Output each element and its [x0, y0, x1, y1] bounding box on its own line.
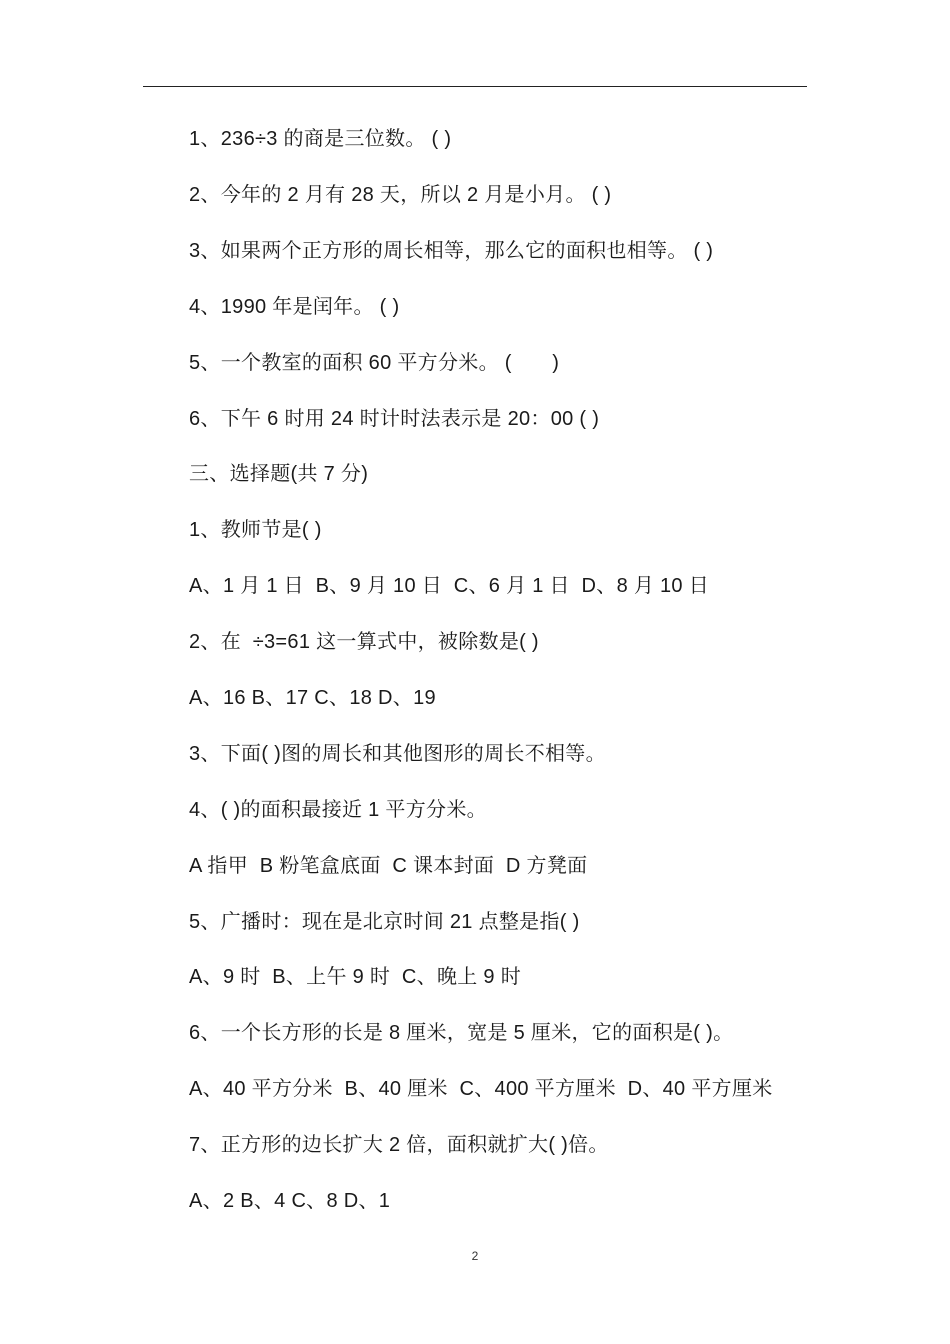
- question-line: 4、( )的面积最接近 1 平方分米。: [189, 799, 487, 821]
- question-line: 5、一个教室的面积 60 平方分米。 ( ): [189, 352, 560, 374]
- answer-options: A 指甲 B 粉笔盒底面 C 课本封面 D 方凳面: [189, 855, 588, 877]
- question-line: 6、下午 6 时用 24 时计时法表示是 20：00 ( ): [189, 408, 600, 430]
- question-line: 3、如果两个正方形的周长相等，那么它的面积也相等。 ( ): [189, 240, 714, 262]
- question-line: 6、一个长方形的长是 8 厘米，宽是 5 厘米，它的面积是( )。: [189, 1022, 734, 1044]
- question-line: 1、教师节是( ): [189, 519, 322, 541]
- header-rule: [143, 86, 807, 87]
- question-line: 2、今年的 2 月有 28 天，所以 2 月是小月。 ( ): [189, 184, 612, 206]
- answer-options: A、2 B、4 C、8 D、1: [189, 1190, 391, 1212]
- section-heading: 三、选择题(共 7 分): [189, 463, 369, 485]
- question-line: 1、236÷3 的商是三位数。 ( ): [189, 128, 452, 150]
- question-line: 5、广播时：现在是北京时间 21 点整是指( ): [189, 911, 580, 933]
- question-line: 2、在 ÷3=61 这一算式中，被除数是( ): [189, 631, 539, 653]
- answer-options: A、1 月 1 日 B、9 月 10 日 C、6 月 1 日 D、8 月 10 日: [189, 575, 710, 597]
- question-line: 3、下面( )图的周长和其他图形的周长不相等。: [189, 743, 606, 765]
- answer-options: A、16 B、17 C、18 D、19: [189, 687, 436, 709]
- question-line: 4、1990 年是闰年。 ( ): [189, 296, 400, 318]
- answer-options: A、40 平方分米 B、40 厘米 C、400 平方厘米 D、40 平方厘米: [189, 1078, 773, 1100]
- answer-options: A、9 时 B、上午 9 时 C、晚上 9 时: [189, 966, 522, 988]
- question-line: 7、正方形的边长扩大 2 倍，面积就扩大( )倍。: [189, 1134, 609, 1156]
- page-number: 2: [471, 1249, 479, 1263]
